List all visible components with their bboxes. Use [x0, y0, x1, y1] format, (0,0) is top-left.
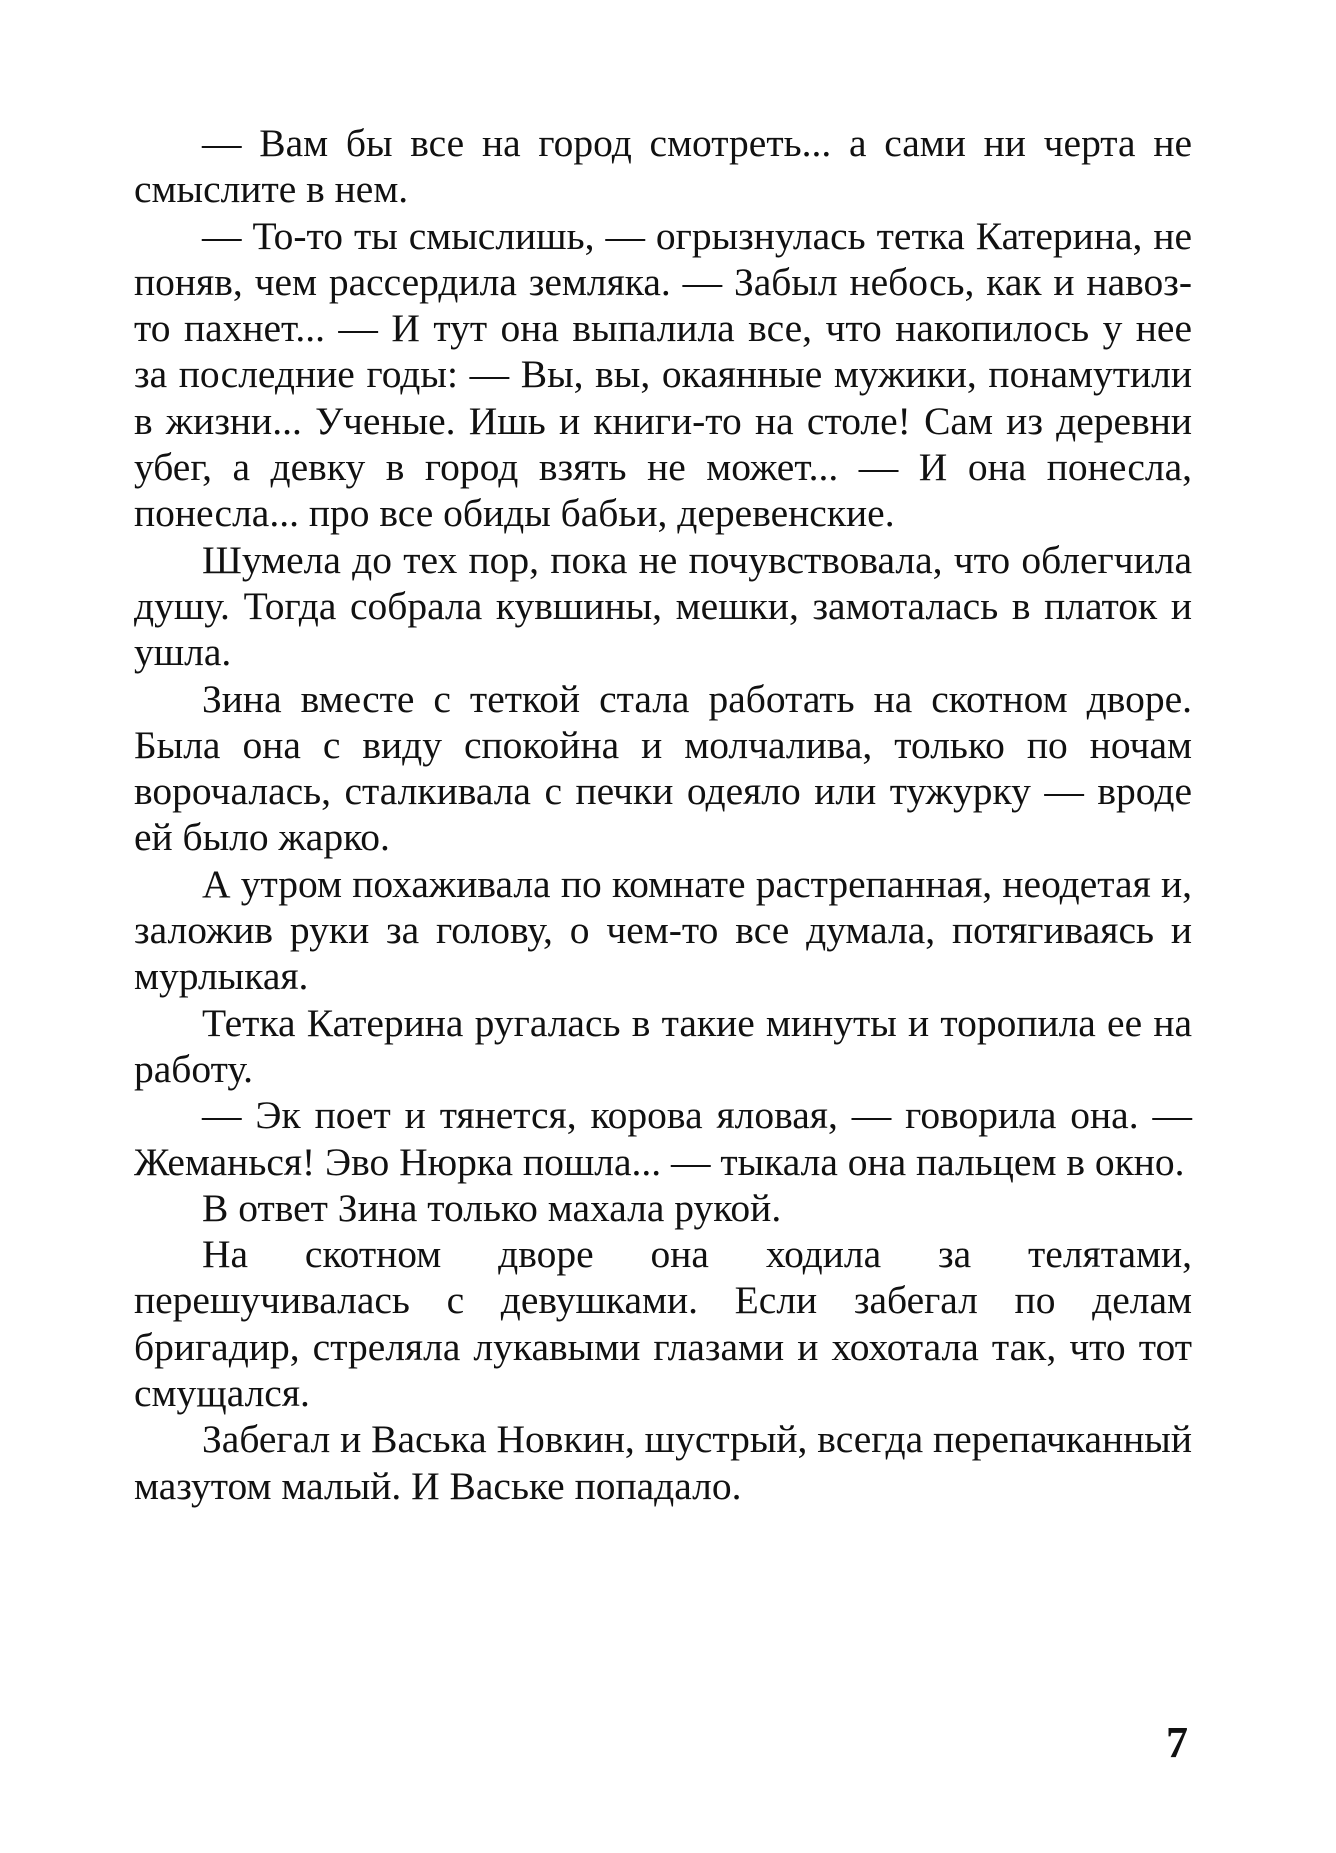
- page-number: 7: [1166, 1718, 1188, 1767]
- paragraph: Забегал и Васька Новкин, шустрый, всегда перепачканный мазутом малый. И Ваське попадало.: [134, 1417, 1192, 1508]
- paragraph: Шумела до тех пор, пока не почувствовала, что облегчила душу. Тогда собрала кувшины, мешки, замоталась в платок и ушла.: [134, 537, 1192, 675]
- paragraph: В ответ Зина только махала рукой.: [202, 1185, 782, 1230]
- paragraph: На скотном дворе она ходила за телятами, перешучивалась с девушками. Если забегал по делам бригадир, стреляла лукавыми глазами и хохотала так, что тот смущался.: [134, 1232, 1192, 1416]
- paragraph: Тетка Катерина ругалась в такие минуты и торопила ее на работу.: [134, 1000, 1192, 1091]
- paragraph: Зина вместе с теткой стала работать на скотном дворе. Была она с виду спокойна и молчалива, только по ночам ворочалась, сталкивала с печки одеяло или тужурку — вроде ей было жарко.: [134, 676, 1192, 860]
- paragraph: — То-то ты смыслишь, — огрызнулась тетка Катерина, не поняв, чем рассердила земляка. — Забыл небось, как и навоз-то пахнет... — И тут она выпалила все, что накопилось у нее за последние годы: — Вы, вы, окаянные мужики, понамутили в жизни... Ученые. Ишь и книги-то на столе! Сам из деревни убег, а девку в город взять не может... — И она понесла, понесла... про все обиды бабьи, деревенские.: [134, 213, 1192, 536]
- paragraph: — Эк поет и тянется, корова яловая, — говорила она. — Жеманься! Эво Нюрка пошла... — тыкала она пальцем в окно.: [134, 1093, 1192, 1184]
- paragraph: А утром похаживала по комнате растрепанная, неодетая и, заложив руки за голову, о чем-то все думала, потягиваясь и мурлыкая.: [134, 861, 1192, 999]
- paragraph: — Вам бы все на город смотреть... а сами ни черта не смыслите в нем.: [134, 121, 1192, 212]
- body-text: [134, 120, 1192, 1509]
